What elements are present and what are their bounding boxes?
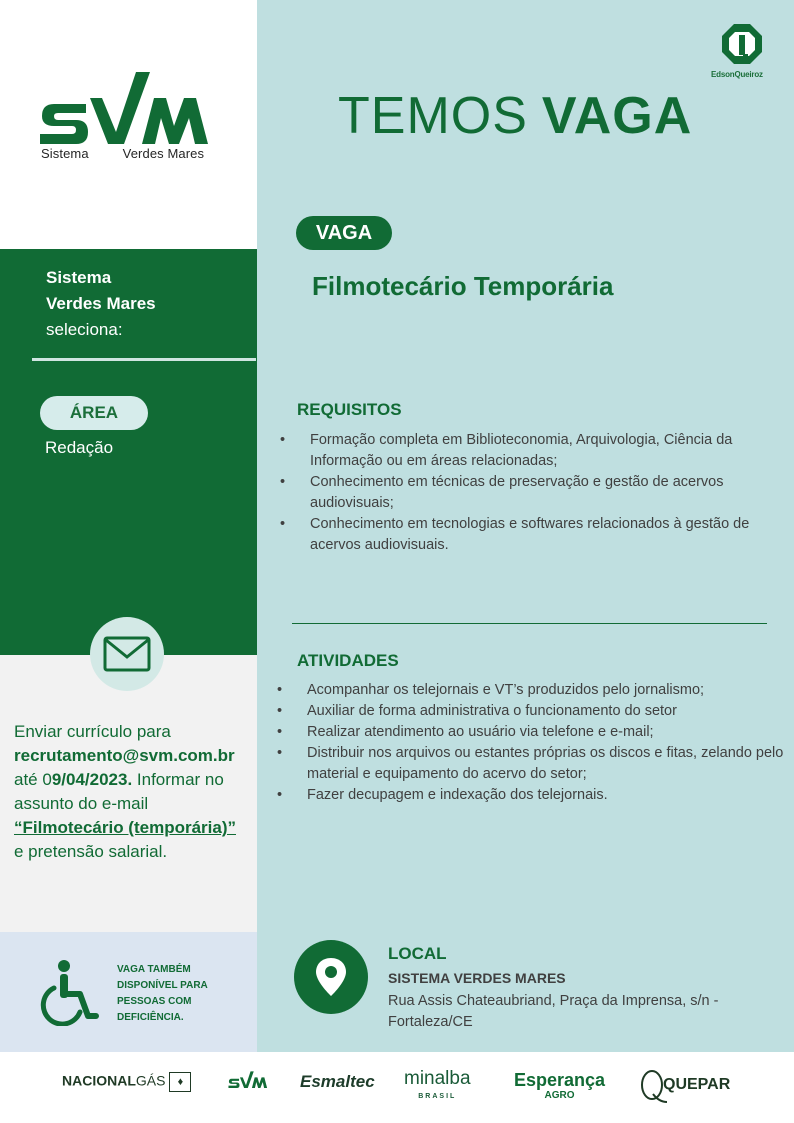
headline-light: TEMOS xyxy=(338,87,528,145)
mail-icon xyxy=(90,617,164,691)
svm-logo-subtitle: Sistema Verdes Mares xyxy=(41,146,205,161)
wheelchair-icon xyxy=(40,958,102,1026)
apply-line: assunto do e-mail xyxy=(14,794,149,813)
nacionalgas-logo: NACIONALGÁS ♦ xyxy=(62,1072,191,1092)
requisitos-heading: REQUISITOS xyxy=(297,400,402,419)
list-item: • Auxiliar de forma administrativa o funcionamento do setor xyxy=(277,701,794,722)
list-item: • Acompanhar os telejornais e VT’s produzidos pelo jornalismo; xyxy=(277,680,794,701)
apply-deadline: 9/04/2023. xyxy=(51,770,133,789)
list-item: • Distribuir nos arquivos ou estantes próprias os discos e fitas, zelando pelo material e equipamento do acervo do setor; xyxy=(277,743,794,785)
apply-subject: “Filmotecário (temporária)” xyxy=(14,818,236,837)
vaga-badge: VAGA xyxy=(296,216,392,250)
apply-deadline-line: até 09/04/2023. Informar no xyxy=(14,770,224,789)
quepar-logo: QUEPAR xyxy=(639,1068,734,1104)
list-item: • Conhecimento em tecnologias e softwares relacionados à gestão de acervos audiovisuais. xyxy=(280,514,770,556)
job-title: Filmotecário Temporária xyxy=(312,271,614,301)
selector-line-1: Sistema xyxy=(46,268,112,287)
accessibility-note: VAGA TAMBÉM DISPONÍVEL PARA PESSOAS COM DEFICIÊNCIA. xyxy=(117,964,208,1023)
apply-email[interactable]: recrutamento@svm.com.br xyxy=(14,746,235,765)
list-item: • Fazer decupagem e indexação dos telejornais. xyxy=(277,785,794,806)
list-item: • Formação completa em Biblioteconomia, Arquivologia, Ciência da Informação ou em áreas relacionadas; xyxy=(280,430,770,472)
esmaltec-logo: Esmaltec xyxy=(300,1072,375,1091)
list-item: • Conhecimento em técnicas de preservação e gestão de acervos audiovisuais; xyxy=(280,472,770,514)
esperanca-agro-logo: Esperança AGRO xyxy=(514,1070,606,1101)
apply-instructions xyxy=(14,720,254,864)
svm-footer-logo xyxy=(228,1068,274,1096)
headline xyxy=(338,86,692,146)
atividades-heading: ATIVIDADES xyxy=(297,651,399,670)
mail-icon-badge xyxy=(90,617,164,691)
edson-queiroz-label: EdsonQueiroz xyxy=(711,70,763,79)
location-badge xyxy=(294,940,368,1014)
apply-line: e pretensão salarial. xyxy=(14,842,168,861)
atividades-list xyxy=(277,680,794,806)
selector-line-3: seleciona: xyxy=(46,320,123,339)
list-item: • Realizar atendimento ao usuário via telefone e e-mail; xyxy=(277,722,794,743)
area-value: Redação xyxy=(45,438,114,457)
apply-line: Enviar currículo para xyxy=(14,722,171,741)
area-badge: ÁREA xyxy=(40,396,148,430)
headline-bold: VAGA xyxy=(541,87,693,145)
flame-icon: ♦ xyxy=(169,1072,191,1092)
selector-line-2: Verdes Mares xyxy=(46,294,156,313)
section-divider xyxy=(292,623,767,624)
location-pin-icon xyxy=(294,940,368,1014)
local-name: SISTEMA VERDES MARES xyxy=(388,970,566,986)
selector-divider xyxy=(32,358,256,361)
local-address: Rua Assis Chateaubriand, Praça da Imprensa, s/n - Fortaleza/CE xyxy=(388,993,719,1030)
minalba-logo: minalba BRASIL xyxy=(404,1068,471,1100)
local-heading: LOCAL xyxy=(388,944,447,963)
requisitos-list xyxy=(280,430,770,556)
